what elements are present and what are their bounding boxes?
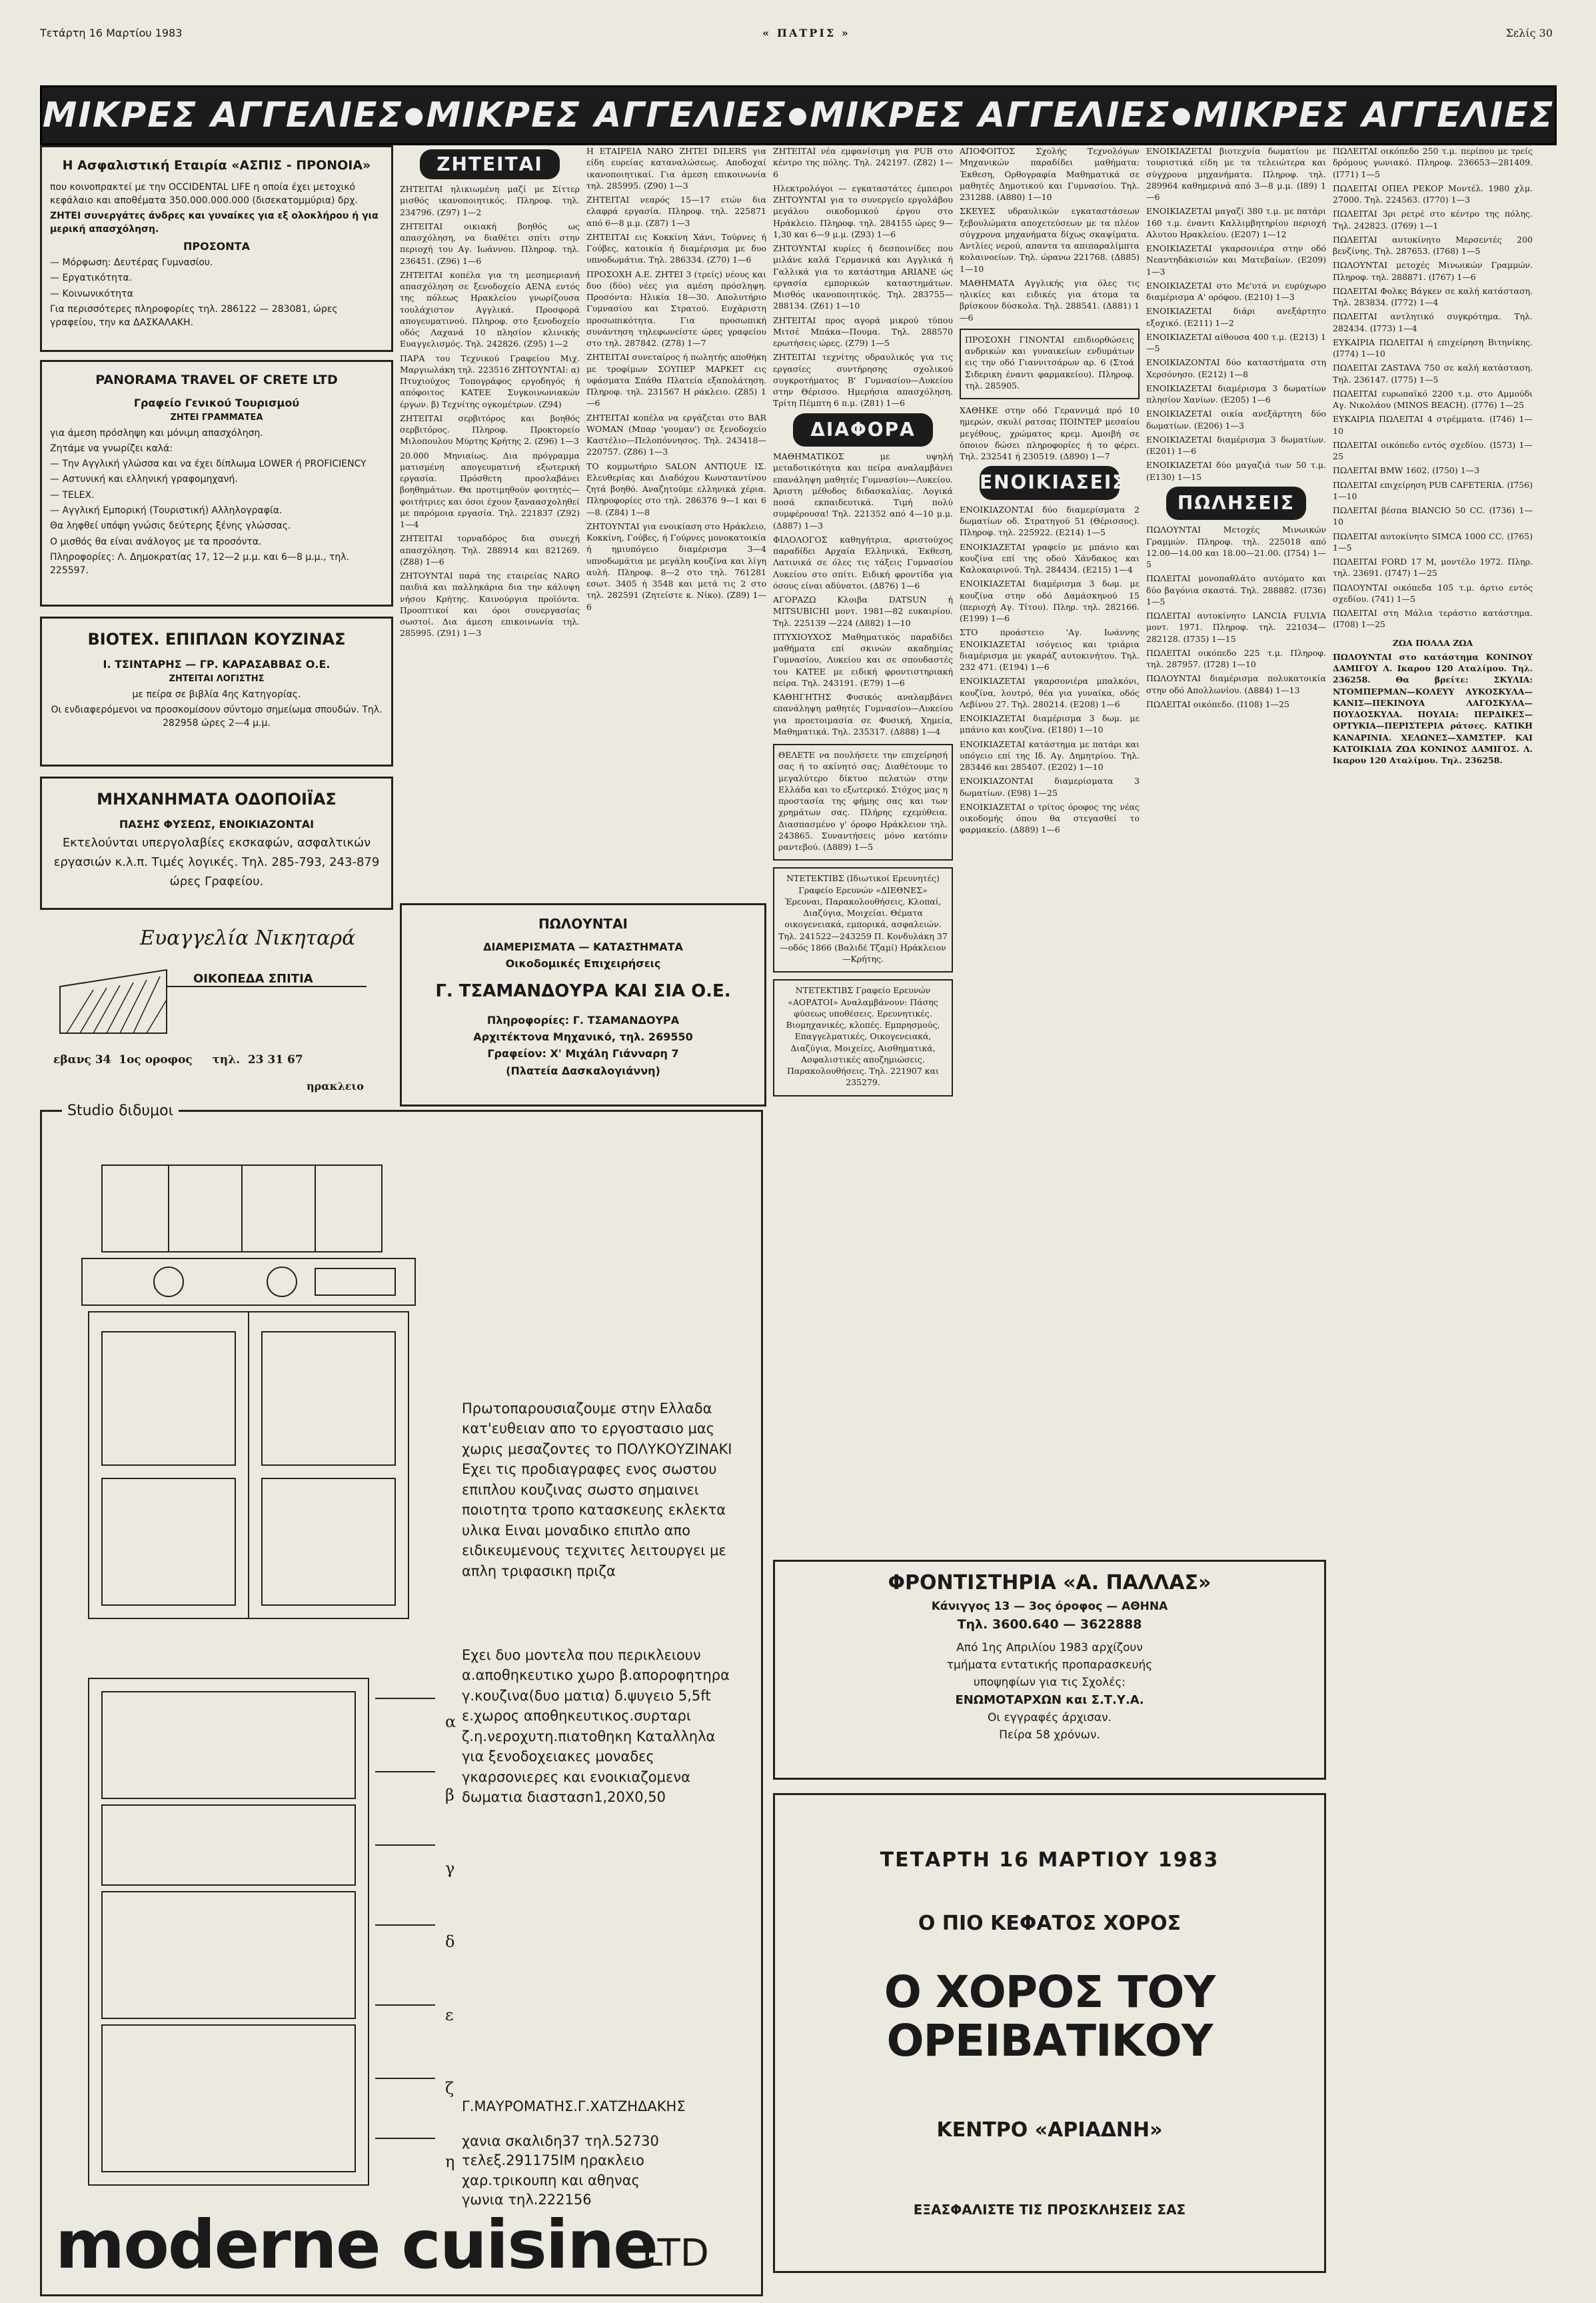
column-6 bbox=[1146, 145, 1326, 713]
classified-ad: Η ΕΤΑΙΡΕΙΑ NARO ΖΗΤΕΙ DILERS για είδη ευρείας καταναλώσεως. Αποδοχαί ικανοποιητικαί. Για άμεση επικοινωνία τηλ. 285995. (Z90) 1—3 bbox=[586, 146, 766, 191]
xoros-oreivatikou-ad bbox=[773, 1793, 1326, 2273]
classified-ad: ΠΩΛΕΙΤΑΙ αυτοκίνητο Μερσεντές 200 βενζίνης. Τηλ. 287653. (I768) 1—5 bbox=[1333, 234, 1533, 256]
classified-ad: ΖΗΤΕΙΤΑΙ ηλικιωμένη μαζί με Σίττερ μισθός ικανοποιητικός. Πληροφ. τηλ. 234796. (Z97) 1—2 bbox=[400, 184, 580, 217]
aspis-text: που κοινοπρακτεί με την OCCIDENTAL LIFE η οποία έχει μετοχικό κεφάλαιο και αποθέματα 350.000.000.000 (δισεκατομμύρια) δρχ. bbox=[50, 181, 358, 206]
classified-ad: ΖΗΤΟΥΝΤΑΙ για ενοικίαση στο Ηράκλειο, Κοκκίνη, Γούβες, ή Γούρνες μονοκατοικία ή ημιυπόγειο διαμέρισμα 3—4 υπνοδωμάτια με μεγάλη κουζίνα και λίγη αυλή. Πληροφ. 8—2 στο τηλ. 761281 εσωτ. 3405 ή 3548 και μετά τις 2 στο τηλ. 282591 (Ζητείστε κ. Νίκο). (Z89) 1—6 bbox=[586, 521, 766, 612]
classifieds-banner: ΜΙΚΡΕΣ ΑΓΓΕΛΙΕΣ ● ΜΙΚΡΕΣ ΑΓΓΕΛΙΕΣ ● ΜΙΚΡΕΣ ΑΓΓΕΛΙΕΣ ● ΜΙΚΡΕΣ ΑΓΓΕΛΙΕΣ bbox=[40, 85, 1557, 145]
tsamandoura-ad bbox=[400, 903, 766, 1107]
classified-ad: ΖΗΤΕΙΤΑΙ προς αγορά μικρού τύπου Μιτσέ Μπάκα—Πουμα. Τηλ. 288570 ερωτήσεις ώρες. (Z79) 1—5 bbox=[773, 315, 953, 348]
tsamandoura-company: Γ. ΤΣΑΜΑΝΔΟΥΡΑ ΚΑΙ ΣΙΑ Ο.Ε. bbox=[435, 981, 731, 1002]
banner-text: ΜΙΚΡΕΣ ΑΓΓΕΛΙΕΣ bbox=[1193, 95, 1555, 135]
classified-ad: ΕΝΟΙΚΙΑΖΕΤΑΙ αίθουσα 400 τ.μ. (E213) 1—5 bbox=[1146, 331, 1326, 353]
classified-ad: ΕΝΟΙΚΙΑΖΕΤΑΙ διαμέρισμα 3 δωματίων πλησίον Χανίων. (E205) 1—6 bbox=[1146, 383, 1326, 405]
column-5 bbox=[960, 145, 1140, 839]
panorama-subtitle: ΖΗΤΕΙ ΓΡΑΜΜΑΤΕΑ bbox=[170, 412, 263, 423]
header-date: Τετάρτη 16 Μαρτίου 1983 bbox=[40, 27, 183, 39]
classified-ad: ΖΗΤΕΙΤΑΙ σερβιτόρος και βοηθός σερβιτόρος. Πληροφ. Προκτορείο Μιλοπουλου Μύρτης Κρήτης 2. (Z96) 1—3 bbox=[400, 413, 580, 447]
frontistiria-line: Οι εγγραφές άρχισαν. bbox=[987, 1711, 1112, 1724]
aspis-ad bbox=[40, 145, 393, 352]
panorama-item: Θα ληφθεί υπόψη γνώσις δεύτερης ξένης γλώσσας. bbox=[50, 521, 291, 532]
header-page-number: Σελίς 30 bbox=[1505, 27, 1553, 39]
classified-ad: ΕΝΟΙΚΙΑΖΕΤΑΙ ο τρίτος όροφος της νέας οικοδομής όπου θα στεγασθεί το φαρμακείο. (Δ889) 1—6 bbox=[960, 801, 1140, 835]
odopoiias-ad bbox=[40, 777, 393, 910]
classified-ad: ΦΙΛΟΛΟΓΟΣ καθηγήτρια, αριστούχος παραδίδει Αρχαία Ελληνικά, Έκθεση, Λατινικά σε όλες τις τάξεις Γυμνασίου Λυκείου στο σπίτι. Ειδική φροντίδα για όσους είναι αδύνατοι. (Δ876) 1—6 bbox=[773, 534, 953, 591]
panorama-text: για άμεση πρόσληψη και μόνιμη απασχόληση. bbox=[50, 427, 263, 439]
frontistiria-line: Κάνιγγος 13 — 3ος όροφος — ΑΘΗΝΑ bbox=[931, 1600, 1168, 1613]
biotex-ad bbox=[40, 617, 393, 767]
part-label: β bbox=[445, 1786, 454, 1804]
tsamandoura-line: (Πλατεία Δασκαλογιάννη) bbox=[506, 1064, 660, 1077]
classified-ad: ΧΑΘΗΚΕ στην οδό Γεραννιμά πρό 10 ημερών, σκυλί ρατσας ΠΟΙΝΤΕΡ μεσαίου μεγέθους, χρώματος κρεμ. Αμοιβή σε όποιον δώσει πληροφορίες ή το φέρει. Τηλ. 232541 ή 230519. (Δ890) 1—7 bbox=[960, 405, 1140, 461]
classified-ad: ΕΝΟΙΚΙΑΖΕΤΑΙ κατάστημα με πατάρι και υπόγειο επί της Ιδ. Αγ. Δημητρίου. Τηλ. 283446 και 285407. (E202) 1—10 bbox=[960, 739, 1140, 773]
studio-address: χανια σκαλιδη37 τηλ.52730 τελεξ.291175IM ηρακλειο χαρ.τρικουπη και αθηνας γωνια τηλ.222156 bbox=[462, 2133, 659, 2208]
section-pill-poliseis: ΠΩΛΗΣΕΙΣ bbox=[1166, 487, 1306, 521]
biotex-text: Οι ενδιαφερόμενοι να προσκομίσουν σύντομο σημείωμα σπουδών. Τηλ. 282958 ώρες 2—4 μ.μ. bbox=[51, 705, 383, 729]
part-label: η bbox=[445, 2152, 455, 2171]
tsamandoura-line: Οικοδομικές Επιχειρήσεις bbox=[505, 957, 661, 971]
xoros-date: ΤΕΤΑΡΤΗ 16 ΜΑΡΤΙΟΥ 1983 bbox=[880, 1848, 1219, 1872]
classified-ad: ΚΑΘΗΓΗΤΗΣ Φυσικός αναλαμβάνει επανάληψη μαθητές Γυμνασίου—Λυκείου για προετοιμασία σε Φυσική, Χημεία, Μαθηματικά. Τηλ. 235317. (Δ888) 1—4 bbox=[773, 692, 953, 737]
column-3 bbox=[586, 145, 766, 615]
ntetektiv-text: ΝΤΕΤΕΚΤΙΒΣ Γραφείο Ερευνών «ΑΟΡΑΤΟΙ» Αναλαμβάνουν: Πάσης φύσεως υποθέσεις. Ερευνητικές. Βιομηχανικές, κλοπές. Εμπρησμούς, Επαγγελματικές, Οικογενειακά, Διαζύγια, Μοιχείες, Αισθηματικά, Ασφαλιστικές αποζημιώσεις. Παρακολουθήσεις. Τηλ. 221907 και 235279. bbox=[786, 985, 940, 1088]
kitchen-open-drawing bbox=[62, 1672, 462, 2205]
brand-ltd: LTD bbox=[642, 2232, 709, 2275]
classified-ad: ΖΗΤΕΙΤΑΙ οικιακή βοηθός ως απασχόληση, να διαθέτει σπίτι στην περιοχή του Αγ. Ιωάννου. Πληροφ. τηλ. 236451. (Z96) 1—6 bbox=[400, 221, 580, 266]
classified-ad: ΠΩΛΕΙΤΑΙ βέσπα BIANCIO 50 CC. (I736) 1—10 bbox=[1333, 505, 1533, 527]
column-zitountai bbox=[400, 145, 580, 642]
panorama-item: — Αγγλική Εμπορική (Τουριστική) Αλληλογραφία. bbox=[50, 505, 283, 517]
section-pill-diafora: ΔΙΑΦΟΡΑ bbox=[793, 413, 933, 447]
classified-ad: ΠΩΛΕΙΤΑΙ οικόπεδο 225 τ.μ. Πληροφ. τηλ. 287957. (I728) 1—10 bbox=[1146, 647, 1326, 670]
classified-ad: ΑΠΟΦΟΙΤΟΣ Σχολής Τεχνολόγων Μηχανικών παραδίδει μαθήματα: Έκθεση, Ορθογραφία Μαθηματικά σε μαθητές Δημοτικού και Γυμνασίου. Τηλ. 231288. (A880) 1—10 bbox=[960, 146, 1140, 202]
studio-intro-text: Πρωτοπαρουσιαζουμε στην Ελλαδα κατ'ευθειαν απο το εργοστασιο μας χωρις μεσαζοντες το ΠΟΛΥΚΟΥΖΙΝΑΚΙ Εχει τις προδιαγραφες ενος σωστου επιπλου κουζινας σωστο σημαινει ποιοτητα τροπο κατασκευης εκλεκτα υλικα Ειναι μοναδικο επιπλο απο ειδικευμενους τεχνιτες λειτουργει με απλη τριφασικη πριζα bbox=[462, 1400, 732, 1579]
aspis-requirement: — Κοινωνικότητα bbox=[50, 288, 133, 299]
part-label: α bbox=[445, 1712, 456, 1731]
classified-ad: ΕΝΟΙΚΙΑΖΕΤΑΙ γραφείο με μπάνιο και κουζίνα επί της οδού Χάνδακος και Καλοκαιρινού. Τηλ. 284434. (E215) 1—4 bbox=[960, 541, 1140, 575]
frontistiria-ad bbox=[773, 1560, 1326, 1780]
tsamandoura-line: Αρχιτέκτονα Μηχανικό, τηλ. 269550 bbox=[473, 1031, 693, 1044]
classified-ad: ΕΝΟΙΚΙΑΖΕΤΑΙ δύο μαγαζιά των 50 τ.μ. (E130) 1—15 bbox=[1146, 460, 1326, 482]
classified-ad: ΜΑΘΗΜΑΤΑ Αγγλικής για όλες τις ηλικίες και ειδικές για άτομα τα βρίσκουν δύσκολα. Τηλ. 288541. (Δ881) 1—6 bbox=[960, 277, 1140, 323]
biotex-subtitle: Ι. ΤΣΙΝΤΑΡΗΣ — ΓΡ. ΚΑΡΑΣΑΒΒΑΣ Ο.Ε. bbox=[103, 657, 331, 671]
biotex-subtitle: ΖΗΤΕΙΤΑΙ ΛΟΓΙΣΤΗΣ bbox=[169, 673, 265, 684]
nikitara-address: εβανς 34 1ος οροφος τηλ. 23 31 67 bbox=[53, 1053, 303, 1067]
aspis-requirement: — Εργατικότητα. bbox=[50, 273, 133, 284]
classified-ad: ΖΗΤΟΥΝΤΑΙ κυρίες ή δεσποινίδες που μιλάνε καλά Γερμανικά και Αγγλικά ή Γαλλικά για το κατάστημα ARIANE ώς εργασία εμπορικών καταστημάτων. Μισθός ικανοποιητικός. Τηλ. 283755—288134. (Z61) 1—10 bbox=[773, 243, 953, 311]
aspis-contact: Για περισσότερες πληροφορίες τηλ. 286122 — 283081, ώρες γραφείου, την κα ΔΑΣΚΑΛΑΚΗ. bbox=[50, 303, 338, 329]
panorama-subtitle: Γραφείο Γενικού Τουρισμού bbox=[133, 396, 300, 409]
classified-ad: ΠΩΛΕΙΤΑΙ 3ρι ρετρέ στο κέντρο της πόλης. Τηλ. 242823. (I769) 1—1 bbox=[1333, 209, 1533, 231]
prosochi-text: ΠΡΟΣΟΧΗ ΓΙΝΟΝΤΑΙ επιδιορθώσεις ανδρικών και γυναικείων ενδυμάτων εις την οδό Γιαννιτσάρων αρ. 6 (Στοά Σιδερικη έναντι φαρμακείου). Πληροφ. τηλ. 285905. bbox=[965, 334, 1134, 391]
ad-list bbox=[400, 183, 580, 639]
classified-ad: ΖΗΤΟΥΝΤΑΙ παρά της εταιρείας NARO παιδιά και παλληκάρια δια την κάλυψη νήσου Κρήτης. Καινούργια προϊόντα. Προοπτικοί και όροι συνεργασίας σωστοί. Δια άμεση επικοινωνία τηλ. 285995. (Z91) 1—3 bbox=[400, 571, 580, 639]
classified-ad: ΕΝΟΙΚΙΑΖΕΤΑΙ στο Με'υτά νι ευρύχωρο διαμέρισμα Α' ορόφου. (E210) 1—3 bbox=[1146, 280, 1326, 302]
classified-ad: ΖΗΤΕΙΤΑΙ νεαρός 15—17 ετών δια ελαφρά εργασία. Πληροφ. τηλ. 225871 από 6—8 μ.μ. (Z87) 1—3 bbox=[586, 195, 766, 228]
aspis-requirements-title: ΠΡΟΣΟΝΤΑ bbox=[183, 239, 250, 253]
classified-ad: ΖΗΤΕΙΤΑΙ τορναδόρος δια συνεχή απασχόληση. Τηλ. 288914 και 821269. (Z88) 1—6 bbox=[400, 533, 580, 567]
classified-ad: ΖΗΤΕΙΤΑΙ τεχνίτης υδραυλικός για τις εργασίες συντήρησης σχολικού συγκροτήματος Β' Γυμνασίου—Λυκείου στην Θέρισσο. Ημερήσια απασχόληση. Τρίτη Πέμπτη 6 π.μ. (Z81) 1—6 bbox=[773, 352, 953, 409]
xoros-headline: Ο ΧΟΡΟΣ ΤΟΥ ΟΡΕΙΒΑΤΙΚΟΥ bbox=[884, 1966, 1215, 2066]
kitchen-unit-drawing bbox=[62, 1158, 435, 1638]
classified-ad: ΕΝΟΙΚΙΑΖΕΤΑΙ γκαρσονιέρα μπαλκόνι, κουζίνα, λουτρό, θέα για γυναίκα, οδός Λεβίνου 27. Τηλ. 280214. (E208) 1—6 bbox=[960, 676, 1140, 709]
studio-didymoi-ad bbox=[40, 1103, 763, 2296]
panorama-text: Ζητάμε να γνωρίζει καλά: bbox=[50, 443, 173, 454]
panorama-ad bbox=[40, 360, 393, 607]
zoa-title: ΖΩΑ ΠΟΛΛΑ ΖΩΑ bbox=[1392, 637, 1473, 648]
classified-ad: ΕΝΟΙΚΙΑΖΟΝΤΑΙ δύο καταστήματα στη Χερσόνησο. (E212) 1—8 bbox=[1146, 357, 1326, 379]
ntetektiv-aoratoi-ad bbox=[773, 979, 953, 1096]
part-label: δ bbox=[445, 1932, 455, 1951]
section-pill-zitountai: ΖΗΤΕΙΤΑΙ bbox=[420, 149, 560, 179]
classified-ad: ΖΗΤΕΙΤΑΙ νέα εμφανίσιμη για PUB στο κέντρο της πόλης. Τηλ. 242197. (Z82) 1—6 bbox=[773, 146, 953, 179]
classified-ad: ΕΝΟΙΚΙΑΖΕΤΑΙ διαμέρισμα 3 δωμ. με κουζίνα στην οδό Δαμάσκηνού 15 (περιοχή Αγ. Τίτου). Πληρ. τηλ. 282166. (E199) 1—6 bbox=[960, 579, 1140, 624]
classified-ad: ΕΝΟΙΚΙΑΖΕΤΑΙ βιοτεχνία δωματίου με τουριστικά είδη με τα τελειώτερα και σύγχρονα μηχανήματα. Πληροφ. τηλ. 289964 καθημερινά από 3—8 μ.μ. (I89) 1—6 bbox=[1146, 146, 1326, 202]
frontistiria-title: ΦΡΟΝΤΙΣΤΗΡΙΑ «Α. ΠΑΛΛΑΣ» bbox=[888, 1571, 1211, 1594]
panorama-title: PANORAMA TRAVEL OF CRETE LTD bbox=[95, 373, 338, 387]
nikitara-ad bbox=[40, 920, 393, 1100]
classified-ad: ΠΩΛΕΙΤΑΙ ΟΠΕΛ ΡΕΚΟΡ Μοντέλ. 1980 χλμ. 27000. Τηλ. 224563. (I770) 1—3 bbox=[1333, 183, 1533, 205]
classified-ad: ΠΡΟΣΟΧΗ Α.Ε. ΖΗΤΕΙ 3 (τρείς) νέους και δυο (δύο) νέες για αμέση πρόσληψη. Προσόντα: Ηλικία 18—30. Απολυτήριο Γυμνασίου και Στρατού. Ευχάριστη προσωπικότητα. Για προσωπική συνάντηση τηλεφωνείστε ώρες γραφείου στο τηλ. 287842. (Z78) 1—7 bbox=[586, 269, 766, 348]
classified-ad: ΕΝΟΙΚΙΑΖΕΤΑΙ γκαρσονιέρα στην οδό Νεαντηδάκισιών και Ματεβαίων. (E209) 1—3 bbox=[1146, 243, 1326, 277]
studio-models-text: Εχει δυο μοντελα που περικλειουν α.αποθηκευτικο χωρο β.αποροφητηρα γ.κουζινα(δυο ματια) δ.ψυγειο 5,5ft ε.χωρος αποθηκευτικος.συρταρι ζ.η.νεροχυτη.πιατοθηκη Καταλληλα για ξενοδοχειακες μοναδες γκαρσονιερες και ενοικιαζομενα δωματια διαστασn1,20X0,50 bbox=[462, 1647, 730, 1806]
part-label: ε bbox=[445, 2006, 454, 2024]
ntetektiv-diethnes-ad bbox=[773, 867, 953, 973]
panorama-item: — Την Αγγλική γλώσσα και να έχει δίπλωμα LOWER ή PROFICIENCY bbox=[50, 459, 367, 470]
classified-ad: ΖΗΤΕΙΤΑΙ κοπέλα να εργάζεται στο BAR WOMAN (Μπαρ 'γουμαν') σε ξενοδοχείο Καστέλιο—Πελοπόννησος. Τηλ. 243418—220757. (Z86) 1—3 bbox=[586, 412, 766, 457]
studio-label: Studio διδυμοι bbox=[62, 1103, 179, 1119]
nikitara-sign: ΟΙΚΟΠΕΔΑ ΣΠΙΤΙΑ bbox=[193, 972, 313, 986]
panorama-contact: Πληροφορίες: Λ. Δημοκρατίας 17, 12—2 μ.μ. και 6—8 μ.μ., τηλ. 225597. bbox=[50, 551, 349, 577]
frontistiria-line: Από 1ης Απριλίου 1983 αρχίζουν bbox=[956, 1641, 1143, 1654]
odopoiias-subtitle: ΠΑΣΗΣ ΦΥΣΕΩΣ, ΕΝΟΙΚΙΑΖΟΝΤΑΙ bbox=[119, 817, 315, 831]
classified-ad: ΕΥΚΑΙΡΙΑ ΠΩΛΕΙΤΑΙ ή επιχείρηση Βιτηνίκης. (I774) 1—10 bbox=[1333, 337, 1533, 359]
classified-ad: ΠΩΛΕΙΤΑΙ οικόπεδο. (I108) 1—25 bbox=[1146, 699, 1289, 709]
classified-ad: ΠΩΛΟΥΝΤΑΙ μετοχές Μινωικών Γραμμών. Πληροφ. τηλ. 288871. (I767) 1—6 bbox=[1333, 260, 1533, 282]
classified-ad: ΕΝΟΙΚΙΑΖΕΤΑΙ διάρι ανεξάρτητο εξοχικό. (E211) 1—2 bbox=[1146, 306, 1326, 328]
frontistiria-line: Τηλ. 3600.640 — 3622888 bbox=[957, 1617, 1142, 1632]
classified-ad: ΖΗΤΕΙΤΑΙ εις Κοκκίνη Χάνι, Τούρνες ή Γούβες, κατοικία ή διαμέρισμα με δυο υπνοδωμάτια. Τηλ. 286334. (Z70) 1—6 bbox=[586, 231, 766, 265]
classified-ad: ΠΩΛΕΙΤΑΙ Φολκς Βάγκεν σε καλή κατάσταση. Τηλ. 283834. (I772) 1—4 bbox=[1333, 285, 1533, 307]
classified-ad: ΣΤΟ προάστειο 'Αγ. Ιωάννης ΕΝΟΙΚΙΑΖΕΤΑΙ ισόγειος και τριάρια διαμέρισμα με γκαράζ αυτοκινήτου. Τηλ. 232 471. (E194) 1—6 bbox=[960, 627, 1140, 673]
tsamandoura-line: Πληροφορίες: Γ. ΤΣΑΜΑΝΔΟΥΡΑ bbox=[486, 1014, 680, 1027]
panorama-item: Ο μισθός θα είναι ανάλογος με τα προσόντα. bbox=[50, 536, 262, 547]
column-7 bbox=[1333, 145, 1533, 769]
studio-names: Γ.ΜΑΥΡΟΜΑΤΗΣ.Γ.ΧΑΤΖΗΔΑΚΗΣ bbox=[462, 2098, 686, 2114]
panorama-item: — TELEX. bbox=[50, 489, 95, 501]
classified-ad: ΕΝΟΙΚΙΑΖΕΤΑΙ μαγαζί 380 τ.μ. με πατάρι 160 τ.μ. έναντι Καλλιμβητηρίου περιοχή Αλυτου Ηρακλείου. (E207) 1—12 bbox=[1146, 206, 1326, 239]
classified-ad: ΕΝΟΙΚΙΑΖΕΤΑΙ διαμέρισμα 3 δωματίων. (E201) 1—6 bbox=[1146, 434, 1326, 456]
nikitara-city: ηρακλειο bbox=[307, 1080, 364, 1093]
aspis-title: Η Ασφαλιστική Εταιρία «ΑΣΠΙΣ - ΠΡΟΝΟΙΑ» bbox=[62, 158, 371, 173]
part-label: ζ bbox=[445, 2079, 454, 2098]
classified-ad: ΠΩΛΕΙΤΑΙ ευρωπαϊκό 2200 τ.μ. στο Αμμούδι Αγ. Νικολάου (MINOS BEACH). (I776) 1—25 bbox=[1333, 388, 1533, 410]
xoros-line: Ο ΠΙΟ ΚΕΦΑΤΟΣ ΧΟΡΟΣ bbox=[918, 1912, 1182, 1935]
tsamandoura-line: ΔΙΑΜΕΡΙΣΜΑΤΑ — ΚΑΤΑΣΤΗΜΑΤΑ bbox=[483, 941, 683, 953]
prosochi-ad bbox=[960, 329, 1140, 399]
frontistiria-line: ΕΝΩΜΟΤΑΡΧΩΝ και Σ.Τ.Υ.Α. bbox=[955, 1693, 1144, 1707]
classified-ad: ΕΝΟΙΚΙΑΖΕΤΑΙ διαμέρισμα 3 δωμ. με μπάνιο και κουζίνα. (E180) 1—10 bbox=[960, 713, 1140, 735]
classified-ad: ΠΩΛΕΙΤΑΙ ZASTAVA 750 σε καλή κατάσταση. Τηλ. 236147. (I775) 1—5 bbox=[1333, 363, 1533, 385]
classified-ad: ΠΩΛΕΙΤΑΙ μονοπαθλάτο αυτόματο και δύο βαγόνια σκαστά. Τηλ. 288882. (I736) 1—5 bbox=[1146, 573, 1326, 607]
frontistiria-line: τμήματα εντατικής προπαρασκευής bbox=[946, 1658, 1153, 1672]
xoros-venue: ΚΕΝΤΡΟ «ΑΡΙΑΔΝΗ» bbox=[936, 2118, 1163, 2142]
header-paper-name: « ΠΑΤΡΙΣ » bbox=[762, 27, 850, 39]
odopoiias-title: ΜΗΧΑΝΗΜΑΤΑ ΟΔΟΠΟΙΪΑΣ bbox=[97, 790, 337, 809]
classified-ad: ΖΗΤΕΙΤΑΙ συνεταίρος ή πωλητής αποθήκη με τροφίμων ΣΟΥΠΕΡ ΜΑΡΚΕΤ εις υφάσματα Σπάθα Πλατεία εξαπολάτηση. Πληροφ. τηλ. 231567 Η ράκλειο. (Z85) 1—6 bbox=[586, 352, 766, 409]
zoa-ad: ΠΩΛΟΥΝΤΑΙ στο κατάστημα ΚΟΝΙΝΟΥ ΔΑΜΙΓΟΥ Λ. Ικαρου 120 Αταλίμου. Τηλ. 236258. Θα βρείτε: ΣΚΥΛΙΑ: ΝΤΟΜΠΕΡΜΑΝ—ΚΟΛΕΥΥ ΑΥΚΟΣΚΥΛΑ—ΚΑΝΙΣ—ΠΕΚΙΝΟΥΑ ΛΑΓΟΣΚΥΛΑ—ΠΟΥΔΟΣΚΥΛΑ. ΠΟΥΛΙΑ: ΠΕΡΔΙΚΕΣ—ΟΡΤΥΚΙΑ—ΠΕΡΙΣΤΕΡΙΑ ράτσες. ΚΑΤΙΚΗ ΚΑΝΑΡΙΝΙΑ. ΧΕΛΩΝΕΣ—ΧΑΜΣΤΕΡ. ΚΑΙ ΚΑΤΟΙΚΙΔΙΑ ΖΩΑ ΚΟΝΙΝΟΣ ΔΑΜΙΓΟΣ. Λ. Ικαρου 120 Αταλίμου. Τηλ. 236258. bbox=[1333, 651, 1533, 765]
classified-ad: ΕΝΟΙΚΙΑΖΕΤΑΙ οικία ανεξάρτητη δύο δωματίων. (E206) 1—3 bbox=[1146, 409, 1326, 431]
classified-ad: ΠΩΛΕΙΤΑΙ BMW 1602. (I750) 1—3 bbox=[1333, 465, 1480, 476]
biotex-title: ΒΙΟΤΕΧ. ΕΠΙΠΛΩΝ ΚΟΥΖΙΝΑΣ bbox=[87, 630, 346, 649]
banner-text: ΜΙΚΡΕΣ ΑΓΓΕΛΙΕΣ bbox=[426, 95, 787, 135]
classified-ad: ΠΩΛΕΙΤΑΙ αυτοκίνητο LANCIA FULVIA μοντ. 1971. Πληροφ. τηλ. 221034—282128. (I735) 1—15 bbox=[1146, 611, 1326, 644]
classified-ad: ΠΩΛΕΙΤΑΙ αντλητικό συγκρότημα. Τηλ. 282434. (I773) 1—4 bbox=[1333, 311, 1533, 333]
frontistiria-line: υποψηφίων για τις Σχολές: bbox=[973, 1676, 1126, 1689]
classified-ad: ΠΩΛΕΙΤΑΙ οικόπεδο 250 τ.μ. περίπου με τρείς δρόμους γωνιακό. Πληροφ. 236653—281409. (I771) 1—5 bbox=[1333, 146, 1533, 179]
classified-ad: ΠΩΛΟΥΝΤΑΙ Μετοχές Μινωικών Γραμμών. Πληροφ. τηλ. 225018 από 12.00—14.00 και 18.00—21.00. (I754) 1—5 bbox=[1146, 525, 1326, 570]
classified-ad: ΠΤΥΧΙΟΥΧΟΣ Μαθηματικός παραδίδει μαθήματα επί σκινών ακαδημίας Γυμνασίου, Λυκείου και σε σπουδαστές του ΚΑΤΕΕ με ειδική φροντιστηριακή πείρα. Τηλ. 243191. (E79) 1—6 bbox=[773, 631, 953, 688]
panorama-item: — Αστυνική και ελληνική γραφομηχανή. bbox=[50, 474, 238, 485]
thelete-notice bbox=[773, 744, 953, 861]
classified-ad: ΠΩΛΕΙΤΑΙ στη Μάλια τεράστιο κατάστημα. (I708) 1—25 bbox=[1333, 608, 1533, 630]
classified-ad: ΕΝΟΙΚΙΑΖΟΝΤΑΙ δύο διαμερίσματα 2 δωματίων οδ. Στρατηγού 51 (Θέρισσος). Πληροφ. τηλ. 225922. (E214) 1—5 bbox=[960, 504, 1140, 538]
classified-ad: ΕΥΚΑΙΡΙΑ ΠΩΛΕΙΤΑΙ 4 στρέμματα. (I746) 1—10 bbox=[1333, 414, 1533, 436]
classified-ad: ΣΚΕΥΕΣ υδραυλικών εγκαταστάσεων ξεβουλώματα αποχετεύσεων με τα πλέον σύγχρονα μηχανήματα δίχως σκαψίματα. Αντλίες νερού, απαντα τα απιπαραλίμπτα κολαινοείων. Τηλ. ώρανω 221768. (Δ885) 1—10 bbox=[960, 206, 1140, 274]
frontistiria-line: Πείρα 58 χρόνων. bbox=[999, 1728, 1100, 1742]
classified-ad: ΤΟ κομμωτήριο SALON ANTIQUE ΙΣ. Ελευθερίας και Διαδόχου Κωνσταντίνου ζητά βοηθό. Αναζητούμε ελληνικά χέρια. Πληροφορίες στο τηλ. 286376 9—1 και 6—8. (Z84) 1—8 bbox=[586, 461, 766, 517]
classified-ad: 20.000 Μηνιαίως. Δια πρόγραμμα ματισμένη απογευματινή εξωτερική εργασία. Πρόσθετη προσλαβάνει βοηθημάτων. Θα προτιμηθούν φοιτητές—φοιτήτριες και όσοι έχουν ξαναασχοληθεί με παρόμοια εργασία. Τηλ. 221837 (Z92) 1—4 bbox=[400, 450, 580, 529]
classified-ad: ΠΩΛΕΙΤΑΙ FORD 17 M, μοντέλο 1972. Πληρ. τηλ. 23691. (I747) 1—25 bbox=[1333, 557, 1533, 579]
thelete-text: ΘΕΛΕΤΕ να πουλήσετε την επιχείρησή σας ή το ακίνητό σας; Διαθέτουμε το μεγαλύτερο δίκτυο πελατών στην Ελλάδα και το εξωτερικό. Στόχος μας η προστασία της φήμης σας και των χρημάτων σας. Πλήρης εχεμύθεια. Διασπασμένο γ' όροφο Ηράκλειον τηλ. 243865. Συναντήσεις μόνο κατόπιν ραντεβού. (Δ889) 1—5 bbox=[778, 750, 948, 853]
classified-ad: ΕΝΟΙΚΙΑΖΟΝΤΑΙ διαμερίσματα 3 δωματίων. (E98) 1—25 bbox=[960, 776, 1140, 798]
classified-ad: ΠΩΛΟΥΝΤΑΙ οικόπεδα 105 τ.μ. άρτιο εντός σχεδίου. (741) 1—5 bbox=[1333, 582, 1533, 604]
classified-ad: ΜΑΘΗΜΑΤΙΚΟΣ με υψηλή μεταδοτικότητα και πείρα αναλαμβάνει επανάληψη μαθητές Γυμνασίου—Λυκείου. Άριστη μέθοδος διδασκαλίας. Λογικά ποσά εκπαιδευτικά. Τιμή πολύ συμφέρουσα! Τηλ. 221352 από 4—10 μ.μ. (Δ887) 1—3 bbox=[773, 451, 953, 531]
biotex-text: με πείρα σε βιβλία 4ης Κατηγορίας. bbox=[132, 689, 301, 700]
classified-ad: ΠΩΛΕΙΤΑΙ αυτοκίνητο SIMCA 1000 CC. (I765) 1—5 bbox=[1333, 531, 1533, 553]
classified-ad: ΠΩΛΕΙΤΑΙ οικόπεδο εντός σχεδίου. (I573) 1—25 bbox=[1333, 439, 1533, 461]
ntetektiv-text: ΝΤΕΤΕΚΤΙΒΣ (Ιδιωτικοί Ερευνητές) Γραφείο Ερευνών «ΔΙΕΘΝΕΣ» Έρευναι, Παρακολουθήσεις, Κλοπαί, Διαζύγια, Μοιχείαι. Θέματα οικογενειακά, εμπορικά, ασφαλειών. Τηλ. 241522—243259 Π. Κονδυλάκη 37—οδός 1866 (Βαλιδέ Τζαμί) Ηράκλειον—Κρήτης. bbox=[778, 873, 948, 965]
column-4 bbox=[773, 145, 953, 1097]
classified-ad: ΑΓΟΡΑΖΩ Κλοιβα DATSUN ή MITSUBICHI μοντ. 1981—82 ευκαιρίου. Τηλ. 225139 —224 (Δ882) 1—10 bbox=[773, 595, 953, 628]
section-pill-enoikiaseis: ΕΝΟΙΚΙΑΣΕΙΣ bbox=[980, 466, 1120, 500]
odopoiias-text: Εκτελούνται υπεργολαβίες εκσκαφών, ασφαλτικών εργασιών κ.λ.π. Τιμές λογικές. Τηλ. 285-793, 243-879 ώρες Γραφείου. bbox=[53, 835, 380, 889]
aspis-requirement: — Μόρφωση: Δευτέρας Γυμνασίου. bbox=[50, 257, 213, 268]
aspis-text: ΖΗΤΕΙ συνεργάτες άνδρες και γυναίκες για εξ ολοκλήρου ή για μερική απασχόληση. bbox=[50, 211, 379, 235]
classified-ad: ΠΩΛΟΥΝΤΑΙ διαμέρισμα πολυκατοικία στην οδό Απολλωνίου. (Δ884) 1—13 bbox=[1146, 673, 1326, 695]
classified-ad: ΠΩΛΕΙΤΑΙ επιχείρηση PUB CAFETERIA. (I756) 1—10 bbox=[1333, 479, 1533, 501]
xoros-footer: ΕΞΑΣΦΑΛΙΣΤΕ ΤΙΣ ΠΡΟΣΚΛΗΣΕΙΣ ΣΑΣ bbox=[913, 2202, 1186, 2218]
nikitara-title: Ευαγγελία Νικηταρά bbox=[140, 927, 356, 950]
banner-text: ΜΙΚΡΕΣ ΑΓΓΕΛΙΕΣ bbox=[42, 95, 404, 135]
classified-ad: ΖΗΤΕΙΤΑΙ κοπέλα για τη μεσημεριανή απασχόληση σε ξενοδοχείο ΑΕΝΑ εντός της πόλεως Ηρακλείου γνωρίζουσα τουλάχιστον Αγγλικά. Προσφορά απογευματινού. Πληροφ. στο ξενοδοχείο οδός Λαχανά 10 πλησίον κλινικής Ευαγγελισμός. Τηλ. 242826. (Z95) 1—2 bbox=[400, 269, 580, 349]
part-label: γ bbox=[445, 1859, 455, 1878]
brand-logo: moderne cuisine bbox=[55, 2206, 658, 2284]
classified-ad: ΠΑΡΑ του Τεχνικού Γραφείου Μιχ. Μαργιωλάκη τηλ. 223516 ΖΗΤΟΥΝΤΑΙ: α) Πτυχιούχος Τοπογράφος εργοδηγός ή απόφοιτος ΚΑΤΕΕ Συγκοινωνιακών έργων. β) Τεχνίτης ογκομέτρων. (Z94) bbox=[400, 353, 580, 409]
classified-ad: Ηλεκτρολόγοι — εγκαταστάτες έμπειροι ΖΗΤΟΥΝΤΑΙ για το συνεργείο εργολάβου μεγάλου οικοδομικού έργου στο Ηράκλειο. Πληροφ. τηλ. 284155 ώρες 9—1,30 και 6—9 μ.μ. (Z93) 1—6 bbox=[773, 183, 953, 239]
banner-text: ΜΙΚΡΕΣ ΑΓΓΕΛΙΕΣ bbox=[810, 95, 1171, 135]
tsamandoura-line: Γραφείον: Χ' Μιχάλη Γιάνναρη 7 bbox=[487, 1047, 679, 1061]
tsamandoura-title: ΠΩΛΟΥΝΤΑΙ bbox=[538, 916, 628, 932]
